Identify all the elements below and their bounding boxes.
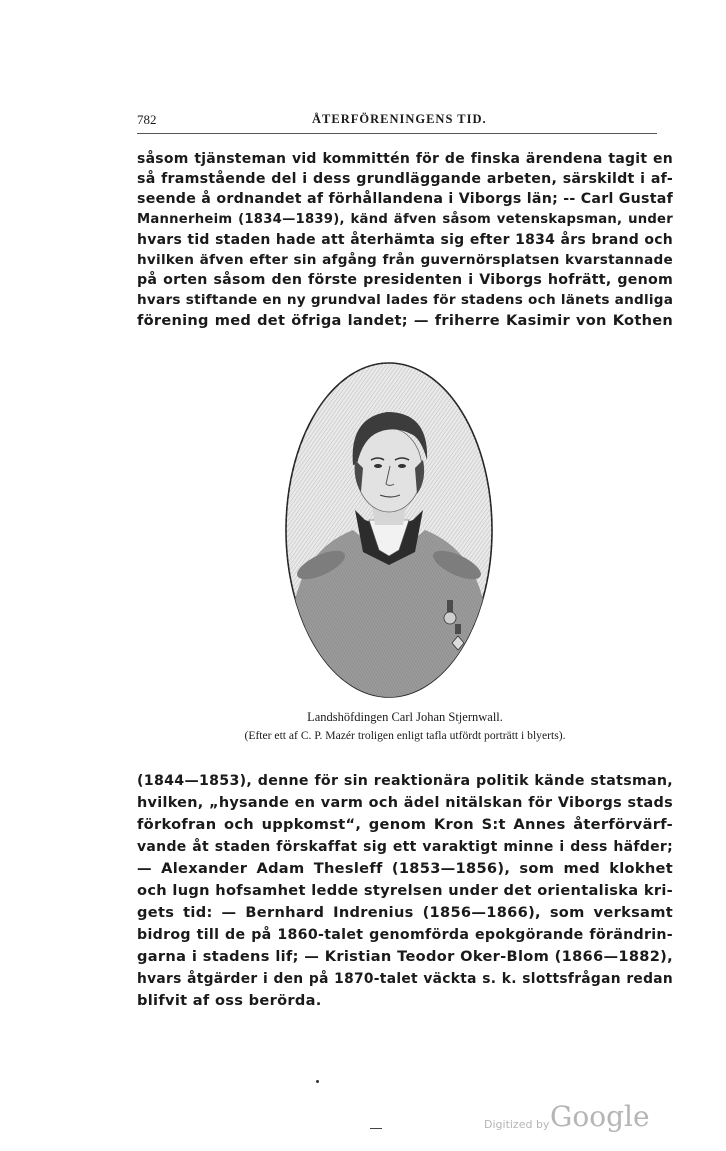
text-line: såsom tjänsteman vid kommittén för de finska ärendena tagit en (137, 151, 673, 167)
paragraph-top (137, 149, 673, 331)
text-line: så framstående del i dess grundläggande arbeten, särskildt i af- (137, 171, 673, 188)
text-line: hvars stiftande en ny grundval lades för stadens och länets andliga (137, 292, 674, 309)
figure-caption-source: (Efter ett af C. P. Mazér troligen enligt tafla utfördt porträtt i blyerts). (244, 729, 566, 742)
text-line: hvilken, „hysande en varm och ädel nitälskan för Viborgs stads (137, 795, 673, 811)
text-line: och lugn hofsamhet ledde styrelsen under det orientaliska kri- (137, 882, 673, 899)
text-line: hvars åtgärder i den på 1870-talet väckta s. k. slottsfrågan redan (137, 971, 673, 987)
text-line: garna i stadens lif; — Kristian Teodor Oker-Blom (1866—1882), (137, 948, 673, 965)
text-line: gets tid: — Bernhard Indrenius (1856—1866), som verksamt (137, 904, 673, 921)
text-line: förening med det öfriga landet; — friherre Kasimir von Kothen (137, 311, 673, 329)
print-speck (316, 1080, 319, 1083)
text-line: hvars tid staden hade att återhämta sig efter 1834 års brand och (137, 231, 673, 248)
footer-dash (370, 1128, 382, 1129)
figure-caption: Landshöfdingen Carl Johan Stjernwall. (307, 710, 503, 724)
text-line: (1844—1853), denne för sin reaktionära politik kände statsman, (137, 773, 673, 789)
text-line: förkofran och uppkomst“, genom Kron S:t Annes återförvärf- (137, 816, 673, 833)
running-head: ÅTERFÖRENINGENS TID. (312, 112, 487, 126)
text-line: Mannerheim (1834—1839), känd äfven såsom vetenskapsman, under (137, 211, 673, 227)
text-line: hvilken äfven efter sin afgång från guvernörsplatsen kvarstannade (137, 252, 673, 269)
google-logo: Google (550, 1100, 650, 1133)
text-line: på orten såsom den förste presidenten i Viborgs hofrätt, genom (137, 272, 673, 289)
text-line: seende å ordnandet af förhållandena i Viborgs län; -- Carl Gustaf (137, 191, 673, 208)
text-line: vande åt staden förskaffat sig ett varaktigt minne i dess häfder; (137, 839, 673, 855)
page-header (137, 112, 673, 132)
paragraph-bottom (137, 770, 673, 1012)
text-line: blifvit af oss berörda. (137, 992, 322, 1009)
portrait-engraving (283, 360, 495, 700)
page-number: 782 (137, 112, 157, 127)
text-line: — Alexander Adam Thesleff (1853—1856), som med klokhet (137, 860, 673, 877)
watermark-digitized-by: Digitized by (484, 1118, 550, 1131)
header-rule (137, 133, 657, 134)
text-line: bidrog till de på 1860-talet genomförda epokgörande förändrin- (137, 927, 673, 943)
